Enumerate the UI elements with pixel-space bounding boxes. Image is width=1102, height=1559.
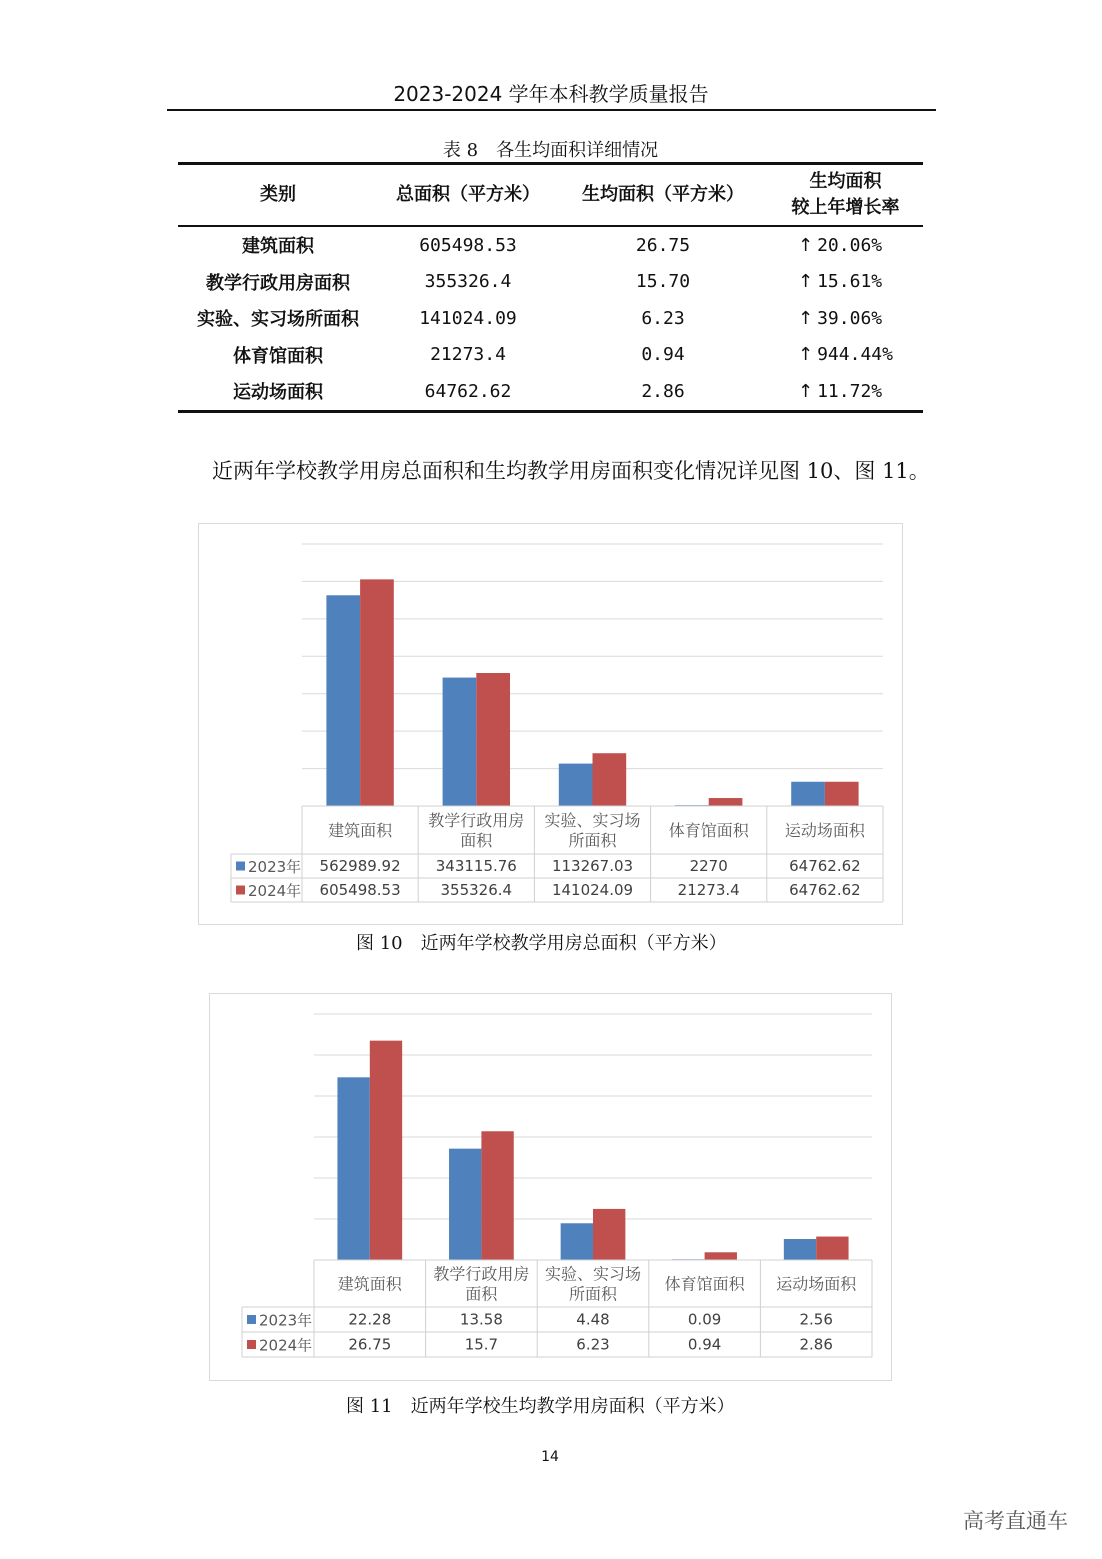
total-area-cell: 605498.53 xyxy=(419,234,517,256)
report-title: 2023-2024 学年本科教学质量报告 xyxy=(393,82,709,106)
column-header-total-area: 总面积（平方米） xyxy=(378,164,558,227)
category-label: 体育馆面积 xyxy=(664,1274,745,1294)
legend-key-2023年 xyxy=(236,862,245,871)
category-label: 运动场面积 xyxy=(784,821,865,840)
data-value-label: 343115.76 xyxy=(435,857,517,875)
bar-2023年-2 xyxy=(561,1223,593,1260)
chart-per-student-area-svg xyxy=(210,994,891,1380)
legend-label: 2024年 xyxy=(248,882,302,900)
growth-value: 11.72% xyxy=(817,380,883,402)
data-value-label: 0.94 xyxy=(687,1335,722,1354)
data-value-label: 2.56 xyxy=(799,1310,833,1329)
data-value-label: 113267.03 xyxy=(551,857,634,875)
figure-11-caption: 图 11 近两年学校生均教学用房面积（平方米） xyxy=(346,1396,735,1417)
bar-2024年-3 xyxy=(705,1252,737,1260)
chart-per-student-area xyxy=(209,993,892,1381)
table-row xyxy=(178,337,923,374)
category-label: 面积 xyxy=(465,1284,498,1304)
bar-2024年-1 xyxy=(476,673,510,806)
category-label: 实验、实习场 xyxy=(544,1264,642,1284)
per-student-cell: 2.86 xyxy=(558,373,768,411)
data-value-label: 64762.62 xyxy=(789,881,861,899)
growth-cell xyxy=(768,300,923,337)
chart-total-area-svg xyxy=(199,524,902,924)
total-area-cell: 64762.62 xyxy=(378,373,558,411)
bar-2024年-4 xyxy=(816,1237,848,1260)
growth-header-line1: 生均面积 xyxy=(809,170,882,192)
data-value-label: 2.86 xyxy=(799,1335,833,1354)
watermark: 高考直通车 xyxy=(963,1509,1068,1533)
legend-key-2024年 xyxy=(247,1340,256,1349)
header-divider xyxy=(167,109,936,111)
total-area-cell: 21273.4 xyxy=(430,344,506,366)
column-header-category: 类别 xyxy=(178,164,378,227)
per-student-cell: 26.75 xyxy=(635,234,691,256)
bar-2023年-0 xyxy=(326,595,360,806)
per-student-cell: 15.70 xyxy=(635,271,691,293)
per-student-cell: 0.94 xyxy=(641,344,685,366)
growth-cell xyxy=(768,226,923,264)
data-value-label: 64762.62 xyxy=(789,857,861,875)
up-arrow-icon: ↑ xyxy=(798,271,814,293)
data-value-label: 562989.92 xyxy=(319,857,401,875)
legend-label: 2023年 xyxy=(248,858,302,876)
category-cell: 建筑面积 xyxy=(242,236,314,258)
bar-2024年-2 xyxy=(593,753,627,806)
bar-2023年-1 xyxy=(443,678,477,806)
bar-2023年-4 xyxy=(791,782,825,806)
growth-value: 39.06% xyxy=(817,307,883,329)
growth-cell xyxy=(768,373,923,411)
category-label: 教学行政用房 xyxy=(428,811,525,830)
growth-value: 944.44% xyxy=(817,344,893,366)
data-value-label: 141024.09 xyxy=(551,881,634,899)
bar-2023年-2 xyxy=(559,764,593,806)
data-value-label: 15.7 xyxy=(464,1335,499,1354)
data-value-label: 605498.53 xyxy=(319,881,401,899)
growth-cell xyxy=(768,337,923,374)
bar-2024年-0 xyxy=(370,1041,402,1260)
growth-value: 15.61% xyxy=(817,271,883,293)
figure-10-caption: 图 10 近两年学校教学用房总面积（平方米） xyxy=(356,933,727,954)
legend-label: 2023年 xyxy=(259,1311,313,1330)
table-row xyxy=(178,300,923,337)
legend-key-2023年 xyxy=(247,1315,256,1324)
data-value-label: 2270 xyxy=(689,857,728,875)
data-value-label: 13.58 xyxy=(459,1310,503,1329)
growth-cell xyxy=(768,264,923,301)
up-arrow-icon: ↑ xyxy=(798,307,814,329)
bar-2024年-0 xyxy=(360,579,394,806)
category-cell: 体育馆面积 xyxy=(233,345,323,367)
data-value-label: 0.09 xyxy=(687,1310,722,1329)
category-label: 建筑面积 xyxy=(328,821,393,840)
category-label: 所面积 xyxy=(568,1284,618,1304)
category-label: 实验、实习场 xyxy=(544,811,641,830)
legend-label: 2024年 xyxy=(259,1336,313,1355)
table-row xyxy=(178,264,923,301)
category-label: 面积 xyxy=(460,831,493,850)
bar-2024年-4 xyxy=(825,782,859,806)
category-label: 运动场面积 xyxy=(776,1274,857,1294)
data-value-label: 26.75 xyxy=(348,1335,392,1354)
area-table xyxy=(178,162,923,413)
category-cell: 实验、实习场所面积 xyxy=(197,309,359,331)
bar-2023年-0 xyxy=(337,1077,369,1260)
bar-2024年-2 xyxy=(593,1209,625,1260)
growth-header-line2: 较上年增长率 xyxy=(791,197,900,218)
data-value-label: 4.48 xyxy=(576,1310,610,1329)
category-cell: 运动场面积 xyxy=(178,373,378,411)
up-arrow-icon: ↑ xyxy=(798,344,814,366)
category-label: 体育馆面积 xyxy=(668,821,749,840)
body-paragraph: 近两年学校教学用房总面积和生均教学用房面积变化情况详见图 10、图 11。 xyxy=(212,459,930,483)
bar-2024年-1 xyxy=(481,1131,513,1260)
bar-2024年-3 xyxy=(709,798,743,806)
bar-2023年-1 xyxy=(449,1149,481,1260)
table-header-row xyxy=(178,164,923,227)
total-area-cell: 141024.09 xyxy=(419,307,517,329)
bar-2023年-4 xyxy=(784,1239,816,1260)
column-header-per-student-area: 生均面积（平方米） xyxy=(558,164,768,227)
category-cell: 教学行政用房面积 xyxy=(206,272,350,294)
column-header-growth xyxy=(768,164,923,227)
data-value-label: 6.23 xyxy=(576,1335,610,1354)
per-student-cell: 6.23 xyxy=(641,307,685,329)
legend-key-2024年 xyxy=(236,886,245,895)
table-caption: 表 8 各生均面积详细情况 xyxy=(442,140,659,161)
page-number: 14 xyxy=(541,1449,559,1465)
category-label: 所面积 xyxy=(568,831,617,850)
data-value-label: 355326.4 xyxy=(440,881,513,899)
table-row xyxy=(178,226,923,264)
table-row xyxy=(178,373,923,411)
up-arrow-icon: ↑ xyxy=(798,234,814,256)
chart-total-area xyxy=(198,523,903,925)
growth-value: 20.06% xyxy=(817,234,883,256)
category-label: 建筑面积 xyxy=(337,1274,402,1294)
data-value-label: 22.28 xyxy=(348,1310,392,1329)
data-value-label: 21273.4 xyxy=(677,881,740,899)
up-arrow-icon: ↑ xyxy=(798,380,814,402)
total-area-cell: 355326.4 xyxy=(424,271,512,293)
category-label: 教学行政用房 xyxy=(433,1264,530,1284)
